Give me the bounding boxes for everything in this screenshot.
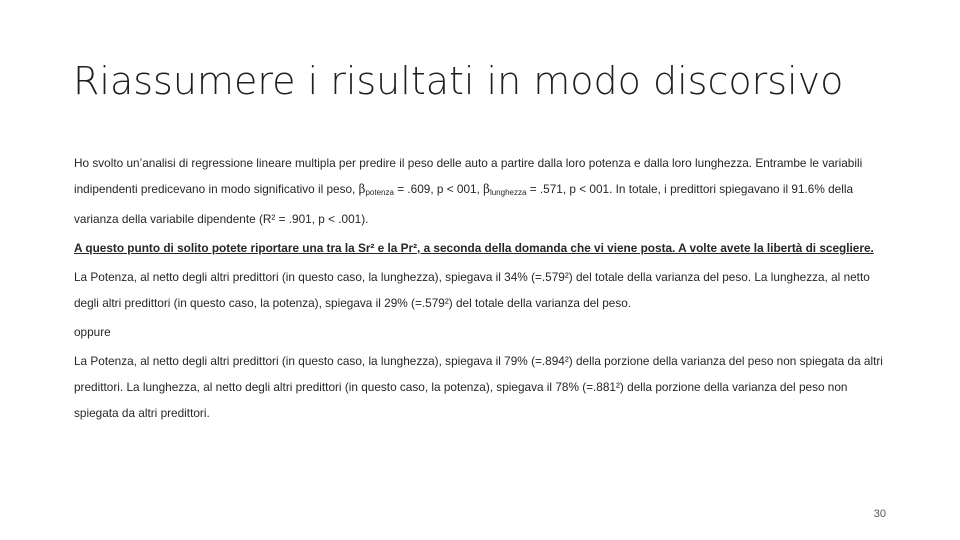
paragraph-pr2: La Potenza, al netto degli altri predittori (in questo caso, la lunghezza), spiegava il 79% (=.894²) della porzione della varianza del peso non spiegata da altri predittori. La lunghezza, al netto degli altri predittori (in questo caso, la potenza), spiegava il 78% (=.881²) della porzione della varianza del peso non spiegata da altri predittori. (74, 354, 883, 420)
beta-symbol-lunghezza: β (483, 182, 490, 196)
oppure-text: oppure (74, 325, 111, 339)
note-sr-pr: A questo punto di solito potete riportare una tra la Sr² e la Pr², a seconda della domanda che vi viene posta. A volte avete la libertà di scegliere. (74, 241, 874, 255)
summary-text-c: = .571, p < 001. In totale, i predittori spiegavano il 91.6% della varianza della variabile dipendente (R² = .901, p < .001). (74, 182, 854, 226)
summary-text-b: = .609, p < 001, (393, 182, 484, 196)
paragraph-sr2: La Potenza, al netto degli altri predittori (in questo caso, la lunghezza), spiegava il 34% (=.579²) del totale della varianza del peso. La lunghezza, al netto degli altri predittori (in questo caso, la potenza), spiegava il 29% (=.579²) del totale della varianza del peso. (74, 270, 870, 310)
summary-text-a: Ho svolto un’analisi di regressione lineare multipla per predire il peso delle auto a partire dalla loro potenza e dalla loro lunghezza. Entrambe le variabili indipendenti predicevano in modo significativo il peso, (74, 156, 863, 196)
page-number: 30 (873, 508, 886, 520)
subscript-lunghezza: lunghezza (489, 188, 527, 197)
subscript-potenza: potenza (365, 188, 394, 197)
beta-symbol-potenza: β (358, 182, 366, 196)
slide-title: Riassumere i risultati in modo discorsivo (73, 59, 844, 103)
slide-body (74, 150, 890, 429)
paragraph-summary (74, 150, 890, 232)
